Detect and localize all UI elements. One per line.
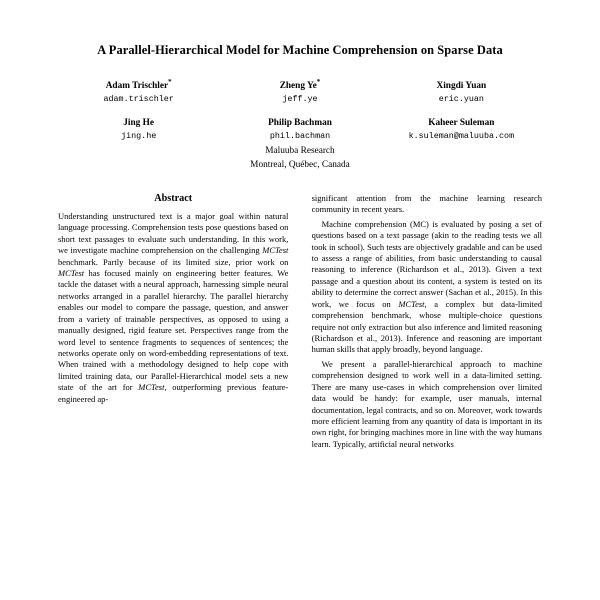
author-name: Jing He [123, 118, 155, 128]
author-email: k.suleman@maluuba.com [408, 131, 515, 142]
author-row [58, 77, 542, 106]
author-name: Adam Trischler* [105, 77, 172, 91]
author-entry [381, 77, 542, 106]
author-entry [381, 114, 542, 143]
author-email: phil.bachman [269, 131, 331, 142]
abstract-heading: Abstract [154, 192, 193, 204]
abstract-paragraph: Understanding unstructured text is a major goal within natural language processing. Comprehension tests pose questions based on short text passages to evaluate such understanding. In this work, we investigate machine comprehension on the challenging MCTest benchmark. Partly because of its limited size, prior work on MCTest has focused mainly on engineering better features. We tackle the dataset with a neural approach, harnessing simple neural networks arranged in a parallel hierarchy. The parallel hierarchy enables our model to compare the passage, question, and answer from a variety of trainable perspectives, as opposed to using a manually designed, rigid feature set. Perspectives range from the word level to sentence fragments to sequences of sentences; the networks operate only on word-embedding representations of text. When trained with a methodology designed to help cope with limited training data, our Parallel-Hierarchical model sets a new state of the art for MCTest, outperforming previous feature-engineered ap- [58, 210, 289, 404]
left-column [58, 193, 288, 453]
affiliation-line: Maluuba Research [265, 146, 335, 157]
author-name: Zheng Ye* [279, 77, 321, 91]
affiliation-block [58, 145, 542, 173]
affiliation-line: Montreal, Québec, Canada [250, 160, 350, 171]
body-paragraph: significant attention from the machine learning research community in recent years. [311, 192, 542, 215]
body-paragraph: We present a parallel-hierarchical approach to machine comprehension designed to work well in a data-limited setting. There are many use-cases in which comprehension over limited data would be handy: for example, user manuals, internal documentation, legal contracts, and so on. Moreover, work towards more efficient learning from any quantity of data is important in its own right, for bringing machines more in line with the way humans learn. Typically, artificial neural networks [311, 358, 542, 449]
author-entry [58, 77, 219, 106]
right-column [312, 193, 542, 453]
author-affiliation-marker: * [316, 77, 321, 86]
body-columns [58, 193, 542, 453]
author-entry [219, 77, 380, 106]
author-email: jing.he [121, 131, 157, 142]
author-name: Kaheer Suleman [428, 118, 495, 128]
author-entry [219, 114, 380, 143]
author-email: eric.yuan [438, 94, 484, 105]
author-name: Xingdi Yuan [436, 80, 487, 91]
author-entry [58, 114, 219, 143]
author-email: adam.trischler [103, 94, 174, 105]
author-block [58, 77, 542, 173]
body-paragraph: Machine comprehension (MC) is evaluated by posing a set of questions based on a text passage (akin to the reading tests we all took in school). Such tests are objectively gradable and can be used to assess a range of abilities, from basic understanding to causal reasoning to inference (Richardson et al., 2013). Given a text passage and a question about its content, a system is tested on its ability to determine the correct answer (Sachan et al., 2015). In this work, we focus on MCTest, a complex but data-limited comprehension benchmark, whose multiple-choice questions require not only extraction but also inference and limited reasoning (Richardson et al., 2013). Inference and reasoning are important human skills that apply broadly, beyond language. [311, 218, 542, 355]
author-affiliation-marker: * [168, 77, 172, 86]
author-row [58, 114, 542, 143]
author-name: Philip Bachman [268, 118, 332, 128]
page-title: A Parallel-Hierarchical Model for Machine Comprehension on Sparse Data [97, 43, 503, 57]
author-email: jeff.ye [282, 94, 318, 105]
